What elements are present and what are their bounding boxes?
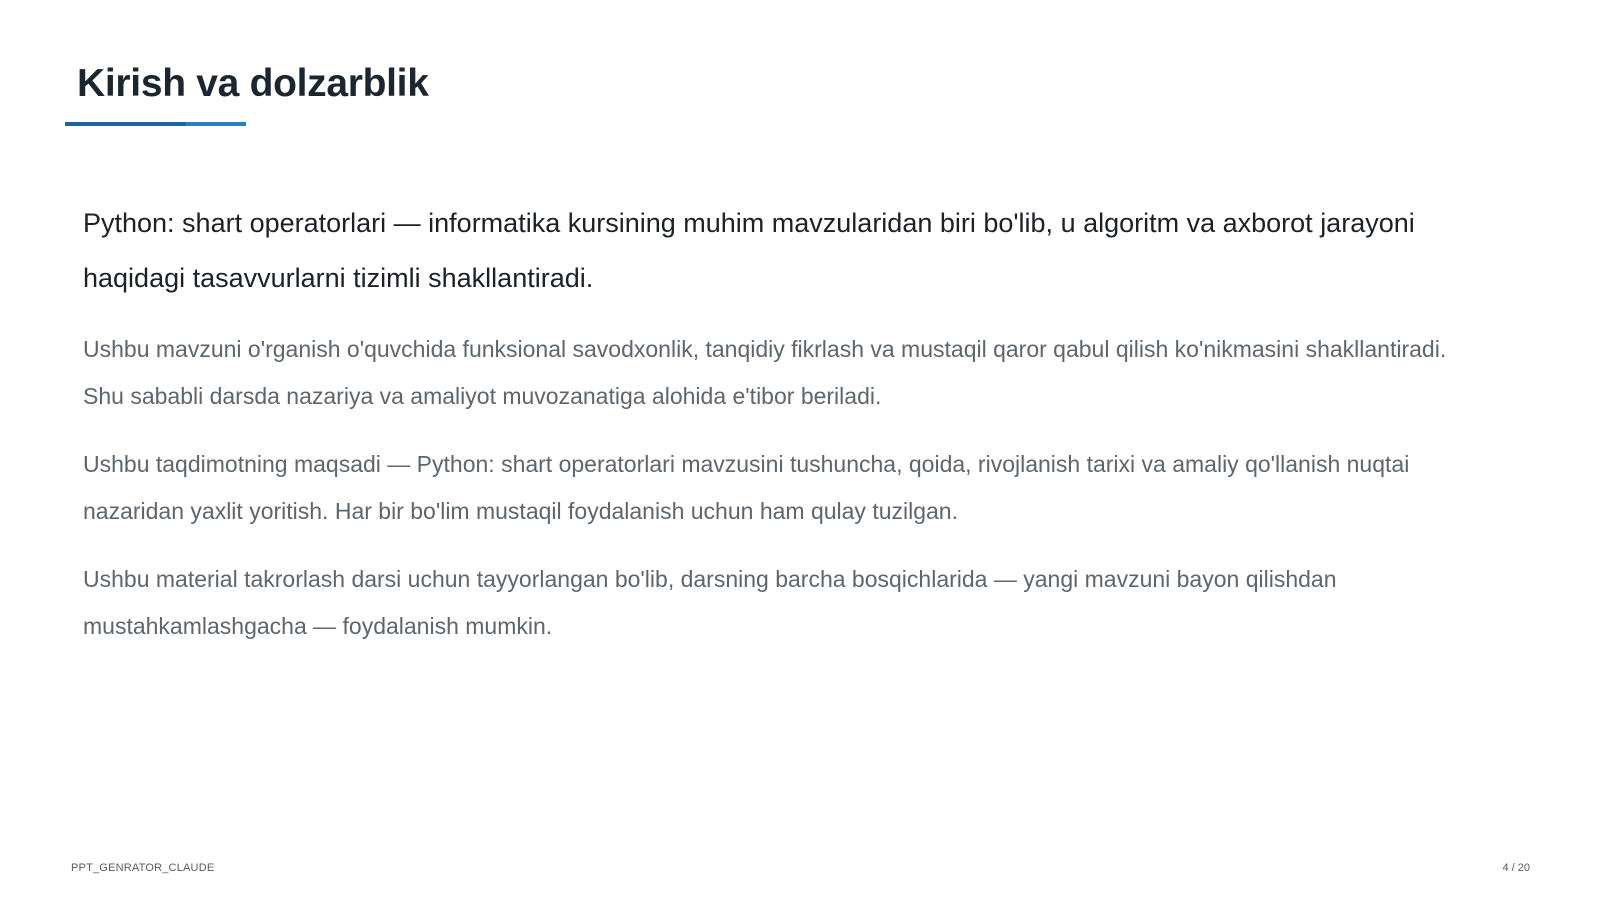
lead-paragraph: Python: shart operatorlari — informatika kursining muhim mavzularidan biri bo'lib, u algoritm va axborot jarayoni haqidagi tasavvurlarni tizimli shakllantiradi. — [83, 208, 1415, 293]
slide-title: Kirish va dolzarblik — [77, 62, 429, 105]
slide-content — [83, 196, 1483, 650]
body-paragraph-1: Ushbu mavzuni o'rganish o'quvchida funksional savodxonlik, tanqidiy fikrlash va mustaqil qaror qabul qilish ko'nikmasini shakllantiradi. Shu sababli darsda nazariya va amaliyot muvozanatiga alohida e'tibor beriladi. — [83, 336, 1447, 409]
body-paragraph-3: Ushbu material takrorlash darsi uchun tayyorlangan bo'lib, darsning barcha bosqichlarida — yangi mavzuni bayon qilishdan mustahkamlashgacha — foydalanish mumkin. — [83, 566, 1337, 639]
footer-brand: PPT_GENRATOR_CLAUDE — [71, 862, 215, 874]
title-underline — [65, 122, 246, 127]
title-underline-dark — [65, 122, 186, 126]
body-paragraph-2: Ushbu taqdimotning maqsadi — Python: shart operatorlari mavzusini tushuncha, qoida, rivojlanish tarixi va amaliy qo'llanish nuqtai nazaridan yaxlit yoritish. Har bir bo'lim mustaqil foydalanish uchun ham qulay tuzilgan. — [83, 451, 1410, 524]
page-number: 4 / 20 — [1502, 862, 1530, 874]
